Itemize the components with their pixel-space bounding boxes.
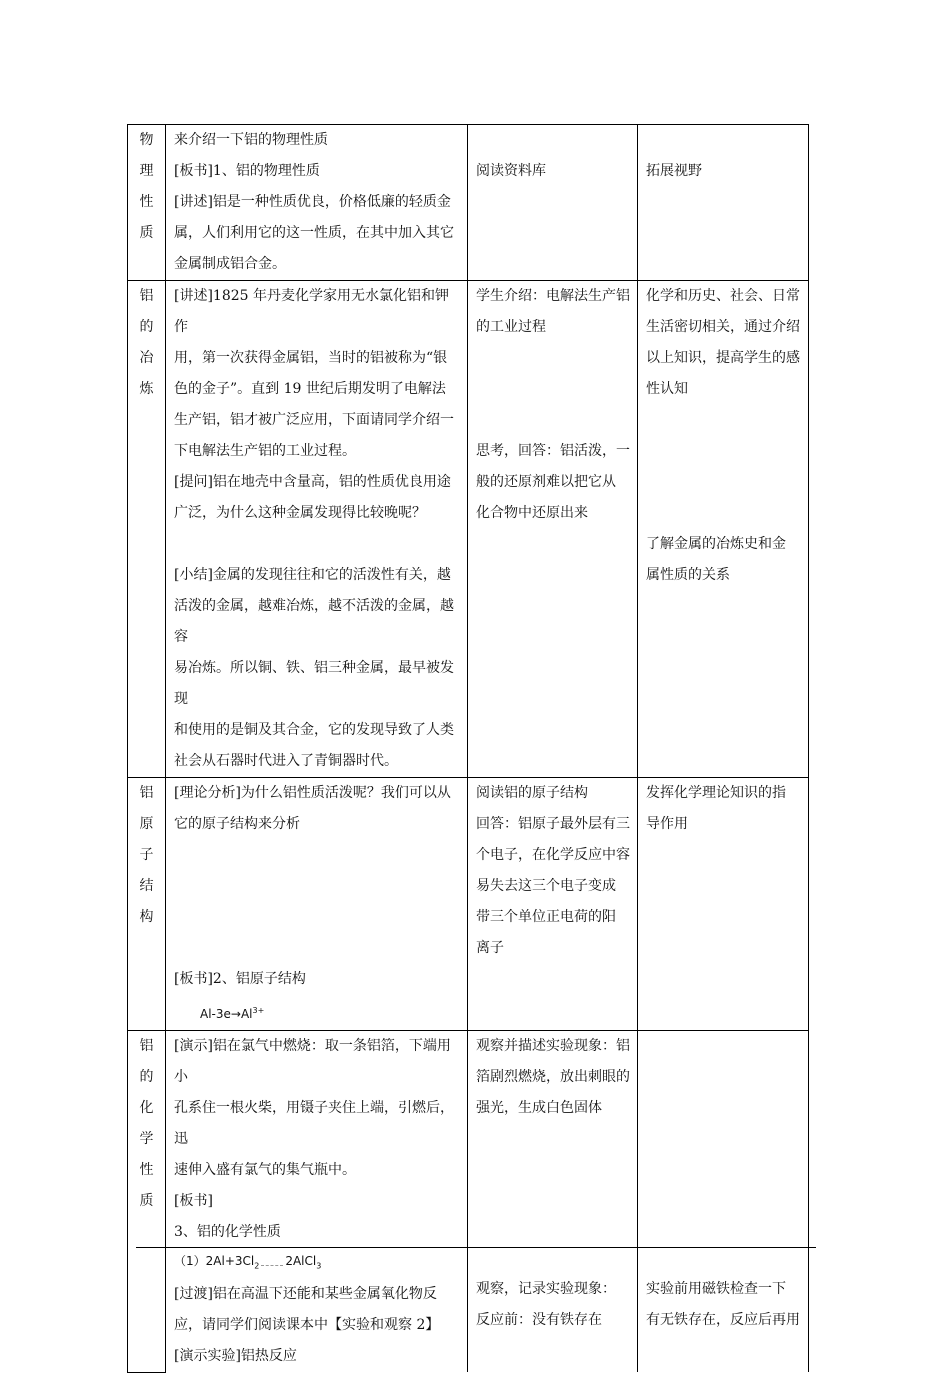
student-activity-cell [468, 281, 638, 778]
text-line: 箔剧烈燃烧，放出刺眼的 [476, 1069, 630, 1085]
section-label-cell [128, 778, 166, 1031]
text-line: 的工业过程 [476, 319, 546, 335]
ionization-formula [174, 995, 461, 1030]
section-label-char: 铝 [139, 1038, 154, 1054]
text-line: 来介绍一下铝的物理性质 [174, 132, 328, 148]
text-line: [理论分析]为什么铝性质活泼呢？我们可以从 [174, 785, 451, 801]
text-line: 性认知 [646, 381, 688, 397]
text-line: 导作用 [646, 816, 688, 832]
text-line: 生活密切相关，通过介绍 [646, 319, 800, 335]
text-line: 学生介绍：电解法生产铝 [476, 288, 630, 304]
text-line: 活泼的金属，越难冶炼，越不活泼的金属，越容 [174, 598, 454, 645]
teacher-activity-cell [166, 125, 468, 281]
reaction-condition-mark [261, 1257, 283, 1266]
text-line: 它的原子结构来分析 [174, 816, 300, 832]
text-line: 色的金子”。直到 19 世纪后期发明了电解法 [174, 381, 446, 397]
text-line: 下电解法生产铝的工业过程。 [174, 443, 356, 459]
text-line: 广泛，为什么这种金属发现得比较晚呢？ [174, 505, 426, 521]
student-activity-cell [468, 778, 638, 1031]
section-label-char: 铝 [139, 288, 154, 304]
table-row [128, 778, 809, 1031]
text-line: 和使用的是铜及其合金，它的发现导致了人类 [174, 722, 454, 738]
text-line: 化学和历史、社会、日常 [646, 288, 800, 304]
text-line: 阅读铝的原子结构 [476, 785, 588, 801]
section-label-char: 的 [139, 319, 154, 335]
student-activity-cell [468, 1031, 638, 1373]
text-line: 社会从石器时代进入了青铜器时代。 [174, 753, 398, 769]
section-label-char: 性 [139, 1162, 154, 1178]
text-line: 有无铁存在，反应后再用 [646, 1312, 800, 1328]
section-label-char: 化 [139, 1100, 154, 1116]
equation-reactants: （1）2Al+3Cl [174, 1254, 255, 1268]
section-label-char: 构 [139, 909, 154, 925]
teacher-activity-cell [166, 778, 468, 1031]
text-line: 用，第一次获得金属铝，当时的铝被称为“银 [174, 350, 448, 366]
text-line: 思考，回答：铝活泼，一 [476, 443, 630, 459]
text-line: [过渡]铝在高温下还能和某些金属氧化物反 [174, 1286, 437, 1303]
text-line: 孔系住一根火柴，用镊子夹住上端，引燃后，迅 [174, 1100, 454, 1147]
section-label-cell [128, 281, 166, 778]
section-label-char: 子 [139, 847, 154, 863]
text-line: 观察，记录实验现象： [476, 1281, 616, 1297]
section-label-char: 物 [139, 132, 154, 148]
design-intent-cell [638, 125, 809, 281]
text-line: [演示]铝在氯气中燃烧：取一条铝箔，下端用小 [174, 1038, 451, 1085]
text-line: 阅读资料库 [476, 163, 546, 179]
section-label-char: 炼 [139, 381, 154, 397]
text-line: 般的还原剂难以把它从 [476, 474, 616, 490]
text-line: 易失去这三个电子变成 [476, 878, 616, 894]
footer-divider [136, 1247, 816, 1248]
text-line: 应，请同学们阅读课本中【实验和观察 2】 [174, 1317, 440, 1334]
text-line: [小结]金属的发现往往和它的活泼性有关，越 [174, 567, 451, 583]
text-line: 实验前用磁铁检查一下 [646, 1281, 786, 1297]
formula-left: Al-3e [200, 1007, 231, 1021]
section-label-char: 铝 [139, 785, 154, 801]
text-line: [演示实验]铝热反应 [174, 1348, 297, 1365]
text-line: 带三个单位正电荷的阳 [476, 909, 616, 925]
text-line: 个电子，在化学反应中容 [476, 847, 630, 863]
text-line: [提问]铝在地壳中含量高，铝的性质优良用途 [174, 474, 451, 490]
reaction-equation [174, 1248, 461, 1279]
text-line: [讲述]1825 年丹麦化学家用无水氯化铝和钾作 [174, 288, 450, 335]
text-line: 以上知识，提高学生的感 [646, 350, 800, 366]
lesson-plan-table [127, 124, 809, 1373]
text-line: 发挥化学理论知识的指 [646, 785, 786, 801]
equation-subscript: 3 [316, 1261, 322, 1271]
text-line: 生产铝，铝才被广泛应用，下面请同学介绍一 [174, 412, 454, 428]
section-label-char: 质 [139, 225, 154, 241]
text-line: 金属制成铝合金。 [174, 256, 286, 272]
equation-subscript: 2 [254, 1261, 260, 1271]
ion-charge: 3+ [252, 1006, 265, 1015]
section-label-cell [128, 125, 166, 281]
teacher-activity-cell [166, 1031, 468, 1373]
section-label-char: 的 [139, 1069, 154, 1085]
section-label-char: 冶 [139, 350, 154, 366]
reaction-arrow: → [230, 1007, 241, 1021]
section-label-cell [128, 1031, 166, 1373]
section-label-char: 学 [139, 1131, 154, 1147]
text-line: 回答：铝原子最外层有三 [476, 816, 630, 832]
text-line: 速伸入盛有氯气的集气瓶中。 [174, 1162, 356, 1178]
design-intent-cell [638, 281, 809, 778]
student-activity-cell [468, 125, 638, 281]
text-line: [讲述]铝是一种性质优良，价格低廉的轻质金 [174, 194, 451, 210]
table-row [128, 281, 809, 778]
text-line: 易冶炼。所以铜、铁、铝三种金属，最早被发现 [174, 660, 454, 707]
text-line: [板书] [174, 1193, 213, 1209]
section-label-char: 结 [139, 878, 154, 894]
text-line: 观察并描述实验现象：铝 [476, 1038, 630, 1054]
text-line: 反应前：没有铁存在 [476, 1312, 602, 1328]
section-label-char: 质 [139, 1193, 154, 1209]
text-line: 拓展视野 [646, 163, 702, 179]
section-label-char: 性 [139, 194, 154, 210]
section-label-char: 理 [139, 163, 154, 179]
text-line: 属，人们利用它的这一性质，在其中加入其它 [174, 225, 454, 241]
design-intent-cell [638, 778, 809, 1031]
text-line: 属性质的关系 [646, 567, 730, 583]
text-line: 强光，生成白色固体 [476, 1100, 602, 1116]
text-line: 3、铝的化学性质 [174, 1224, 281, 1240]
formula-right: Al [240, 1007, 253, 1021]
teacher-activity-cell [166, 281, 468, 778]
text-line: 化合物中还原出来 [476, 505, 588, 521]
text-line: [板书]2、铝原子结构 [174, 971, 306, 987]
text-line: [板书]1、铝的物理性质 [174, 163, 320, 179]
section-label-char: 原 [139, 816, 154, 832]
table-row [128, 1031, 809, 1373]
text-line: 了解金属的冶炼史和金 [646, 536, 786, 552]
table-row [128, 125, 809, 281]
equation-product: 2AlCl [285, 1254, 317, 1268]
design-intent-cell [638, 1031, 809, 1373]
text-line: 离子 [476, 940, 504, 956]
